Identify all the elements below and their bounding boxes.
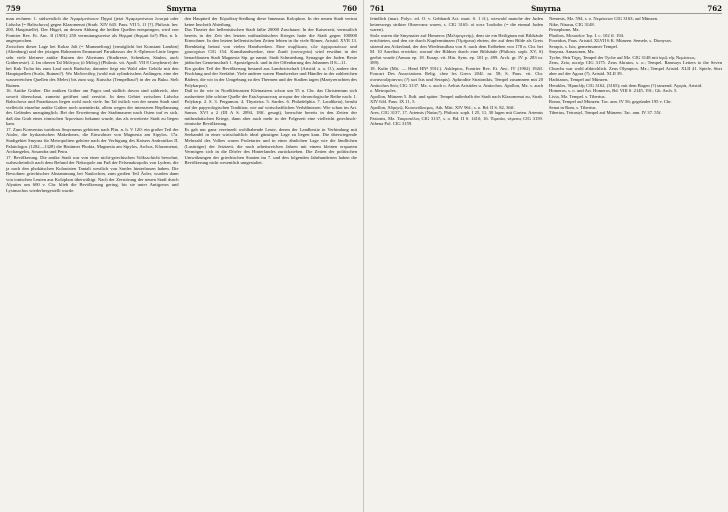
list-item: Homeros, s. o. und Art. Homeros, Bd. VIII S. 2145, 19f.; Gb. Arch. 5. (549, 88, 678, 94)
text-column-759 (6, 16, 179, 194)
right-page (364, 0, 728, 512)
running-title: Smyrna (531, 4, 561, 13)
running-head (370, 4, 722, 14)
paragraph: Das Theater der hellenistischen Stadt faßte 20000 Zuschauer. In der Kaiserzeit, vermutlich bereits in der Zeit des letzten mithradatischen Krieges hatte die Stadt gegen 100000 Einwohner. In den letzten hellenistischen Zeiten lebten in ihr viele Römer, Aristid. XVII 13. Ebenbürtig betont von vielen Handwerken. Eine συμβίωσις τῶν ἀργυροκόπων und χρυσοχόων CIG 154. Kunsthandwerker, eine Zunft (συντεχνία) wird erwähnt in der benachbarten Stadt Magnesia Sip. ge nannt; Stadt Schmiedung. Synagoge der Juden. Reste jüdischer Gemeinschaft 1. Apostelgesch. und in der Offenbarung des Johannes II 8—11. (184, 27, 357, 66)
paragraph: 18. Kulte (Mit. — Head HN² 591f.). Asklepios, Fontrier Rev. Et. Anc. IV (1902) 192ff. Foucart Des Associations Relig. chez les Grecs 204f. nr. 58; S. Paus. vit. Chr. συνανουξησαντες (?) καὶ Isis und Serapis). Aphrodite Stratonikis, Tempel zusammen mit 20 Antiochos θεός CIG 3137. Mz. s. auch o. Aelius Aristides u. Antiochos. Apollon, Mz. s. auch o. Metropoles. (370, 65, 543, 94)
paragraph: 17. Zum Konventus iuridicus Smyrnaeus gehörten nach Plin. n. h. V 120: ein großer Teil der Aioler, die hyrkanischen Makedones, die Einwohner von Magnesia am Sipylos. 17a. Stadtgebiet Smyrna für Metropoliten gehörte nach der Verfügung des Kaisers Andronikos II. Palaiologos (1282—1328) die Bistümer Phokia, Magnesia am Sipylos, Archos, Klazomenai, Archangelos, Sosandra und Petra. (6, 126, 179, 155)
list-item: Phoibos, Μουσεῖον Ἱερ. I. c. 102 ff. 194. (549, 32, 625, 38)
list-item: Hadrianos, Tempel auf Münzen. (549, 77, 609, 83)
column-number-left: 759 (6, 4, 21, 13)
text-column-761 (370, 16, 543, 127)
column-number-left: 761 (370, 4, 385, 13)
paragraph: 17. Bevölkerung. Die antike Stadt war von einer nicht-griechischen Volksschicht bewohnt, wahrscheinlich nach dem Befund der Nekropole am Fuß der Felsenakropolis von Lydern, die ja nach den phokäischen Kolonisten Tantali westlich von Sardes hinterlassen haben. Die Bewohner griechischer Abstammung bei Naulochon, zum großen Teil Äoler, wurden dann von ionischen Leuten aus Kolophon überwältigt. Nach der Zerstörung der neuen Stadt durch Alyattes um 600 v. Chr. blieb die Bevölkerung gering, bis sie unter Antigonos und Lysimachos wiederhergestellt wurde. (6, 154, 179, 193)
paragraph: Es gab nur ganz vereinzelt wohlhabende Leute, denen der Landbesitz in Verbindung mit Seehandel in einer wirtschaftlich ideal günstigen Lage zu liegen kam. Die überwiegende Mehrzahl des Volkes waren Proletarier und in einer ähnlichen Lage wie die ländlichen (Lastträger) der Jetztzeit, die nach arbeitsreichen Jahren mit einem kleinen ersparten Vermögen sich in die Dörfer des Hinterlandes zurückziehen. Die Zeiten der politischen Umwälzungen der griechischen Staaten im 7. und den folgenden Jahrhunderten haben die Bevölkerung nicht wesentlich umgestaltet. (184, 126, 357, 166)
list-item: Tyche, Θεὰ Τύχη, Tempel der Tyche auf Mz. CIG 3148 mit ἱερῷ τῆς Νεμέσεως. (549, 54, 696, 60)
paragraph: Ein großer Teil der Bevölkerung bestand aus Landwirtschaft (Aristid. a. a. O.), andere den Fischfang und der Seefahrt. Viele anderer waren Handwerker und Händler in der zahlreichen Bädern, die wir in der Umgebung zu den Thermen und der Stadien tagen (Martyrerachten des Polykarpos). (184, 65, 357, 88)
text-column-760 (185, 16, 358, 194)
text-columns (370, 16, 722, 127)
list-item: Smyrna, Amazonen, Mz. (549, 49, 595, 55)
paragraph: man rechnen: 1. südwestlich die Ἀγαμέμνόνειον Πηγαί (jetzt Ἀγαμεμνόνειοι λουτρά oder Lidscha [= Baltschova] gegen Klazomenai (Strab. XIV 645. Paus. VII 5, 11 [?]. Philostr. her. 200, Hauptstelle). Der Hügel, an dessen Abhang die heißen Quellen entspringen, wird von Fontrier Rev. Et. Anc. II (1901) 250 vermutungsweise als Θερμαί (θερμαί ἴα?) Plin. n. h. angesprochen. (6, 16, 179, 44)
paragraph: 16. Antike Gräber. Die antiken Gräber am Pagos und südlich davon sind zahlreich, aber soweit überschaut, zumeist geöffnet und zerstört. In dem Gebiet zwischen Lidscha Baltschova und Paradiassos liegen wohl noch viele. Im Tal östlich von der neuen Stadt sind vielleicht einzelne antike Gräber noch unentdeckt, allein wegen der intensiven Bepflanzung des Geländes unzugänglich. Bei der Erweiterung der Stadtmauern nach Osten traf es sich, daß das Grab eines römischen Ἱερονίκου bekannt wurde, das als erweiterte Stadt zu liegen kam. (6, 88, 179, 127)
paragraph: Ares, CIG 3137, 17. Artemis (Ναίας?), Philostr. soph. I 25, 11, 30 lagen mit Garten. Artemis Pasionis, Mz. Ταυροπόλος CIG 3137, s. o. Bd. II S. 1410, 16. Ἐφεσία, νέμεσις CIG 3159. Athena Pol. CIG 3159. (370, 110, 543, 127)
list-item: Roma, Tempel auf Münzen. Tac. ann. IV 56; gegründet 195 v. Chr. (549, 99, 672, 105)
paragraph: Apollon, Ἀδρηνῷ. Κισσινόδεσμος, Ath. Mitt. XIV 96f.; s. o. Bd. II S. 82, 36ff. (370, 104, 515, 110)
paragraph: Daß in ihr wie in Nordkleinasien Kleinasiens schon um 55 n. Chr. das Christentum sich ausbreitete (die schöne Quelle der Εκκλησιαστικη ιστορια der chronologische Reihe nach: 1. Polykarp. 2. S. 3. Pergamon. 4. Thyateira. 5. Sardes. 6. Philadelphia. 7. Laodikeia), beruht auf der papyrologischen Tradition, wie auf wirtschaftlichen Verhältnissen. Wie schon im Art. Samos XVI a 2 (III A S. 2894, 18ff. gesagt), herrschte bereits in den Zeiten der mithradatischen Kriege, dann aber auch mehr in der Folgezeit eine vielleicht griechisch-römische Bevölkerung. (184, 88, 357, 127)
list-item: Herakles, Ἡρακλῆς CIG 3162, (3165); mit dem Bogen (?) tanzend. Ἀγορὰ, Aristid. (549, 82, 703, 88)
paragraph: Apollon, Münzen 5. Jhdt. und später. Tempel außerhalb der Stadt nach Klazomenai zu, Strab. XIV 644. Paus. IX 11, 5. (370, 93, 543, 105)
column-number-right: 760 (342, 4, 357, 13)
list-item: Persephone, Mz. (549, 27, 580, 33)
list-item: Serapis, s. Isis; gemeinsamer Tempel. (549, 43, 619, 49)
running-head (6, 4, 357, 14)
list-item: Senat in Rom, s. Tiberius. (549, 104, 597, 110)
paragraph: Stolz waren die Smyrnaier auf Homeros (Μελησιγενής), dem sie ein Heiligtum mit Bildsäule errichteten, und den sie durch Kupfermünzen (Ὁμήρεια) ehrten, der auf dem Bilde als Greis sitzend am Ackerland, der den Wiederaufbau von S. nach dem Erdbeben von 178 n. Chr. bei M. 10 Aurelius erwirkte, worauf der Bildner durch eine Bildsäule (Philostr. soph. XV, S) geehrt wurde (Annou ep. 18. Eusap. vit. Hin. Syns. ep. 101 p. 499. Arch. gr. IV p. 283 nr. 389). (370, 32, 543, 66)
text-columns (6, 16, 357, 194)
list-item: Nike, Νίκαια, CIG 3148. (549, 21, 595, 27)
paragraph: feindlich (mart. Polyc. ed. O. v. Gebhardt Act. mart. S. 1 ff.), wiewohl manche der Juden keineswegs strikter Observanz waren, s. CIG 3165: οἱ ποτε Ἰουδαῖοι (= die einmal Juden waren). (370, 16, 543, 33)
list-item: Livia, Mz. Tempel. s. Tiberius. (549, 93, 606, 99)
column-number-right: 762 (707, 4, 722, 13)
paragraph: den Hauptteil der Εὐρυδίκη-Siedlung diese Innenaus Kolophon. In der neuen Stadt vertrat keine Inschrift Abteilung. (184, 16, 357, 27)
list-item: Nemesis, Mz. 594, s. o. Νεμέσειον CIG 3163; auf Münzen. (549, 16, 659, 21)
running-title: Smyrna (166, 4, 197, 13)
text-column-762 (549, 16, 722, 127)
list-item: Tiberius, Tetrastyl, Tempel auf Münzen. Tac. ann. IV 37. 55f. (549, 110, 662, 116)
list-item: Poseidon, Paus. Aristid. XLVII 6 K. Münzen. Semele, s. Dionysos. (549, 38, 672, 44)
list-item: Zeus, Ζεὺς σωτήρ CIG 3175. Zeus Akraios, s. o.; Tempel. Ramsays Letters to the Seven Churchs war wohl altkirchlich. Zeus Olympios, Mz.; Tempel Aristid. XLII 41. Spiele, Sitzt aber auf der Agora (?). Aristid. XLII 39. (549, 60, 722, 77)
paragraph: Zwischen dieser Lage bei Kokar Jali (= Mummeltorg) [ermöglicht bei Konstant Lambin] (Altenburg) und der jetzigen Balnearien Emmanuel Paradiassos der S.-Ephesos-Linie liegen sehr viele kleinere antike Ruinen der Altertums (Stadtreste, Schenken, Säulen, auch Gräberreste). 2. Im oberen Tal Μέλητος (ὁ Μέλης) (Philostr. vit. Apoll. VII 8 Conybeare) der bei Kuk Tscha bis zum Lauf nach Budscha; darunter liegt ein Wald oder Gehölz mit den Hauptquellen (Scala, Ruinen?). Wo Μεδοντίδης (wohl mit zylindrischen Anfängen, eine der wasserreichen Quellen des Meles) bis zum sog. Kutscha (Tempelbau?) in der zu Buku. Sieh Ruinen. (6, 43, 179, 88)
